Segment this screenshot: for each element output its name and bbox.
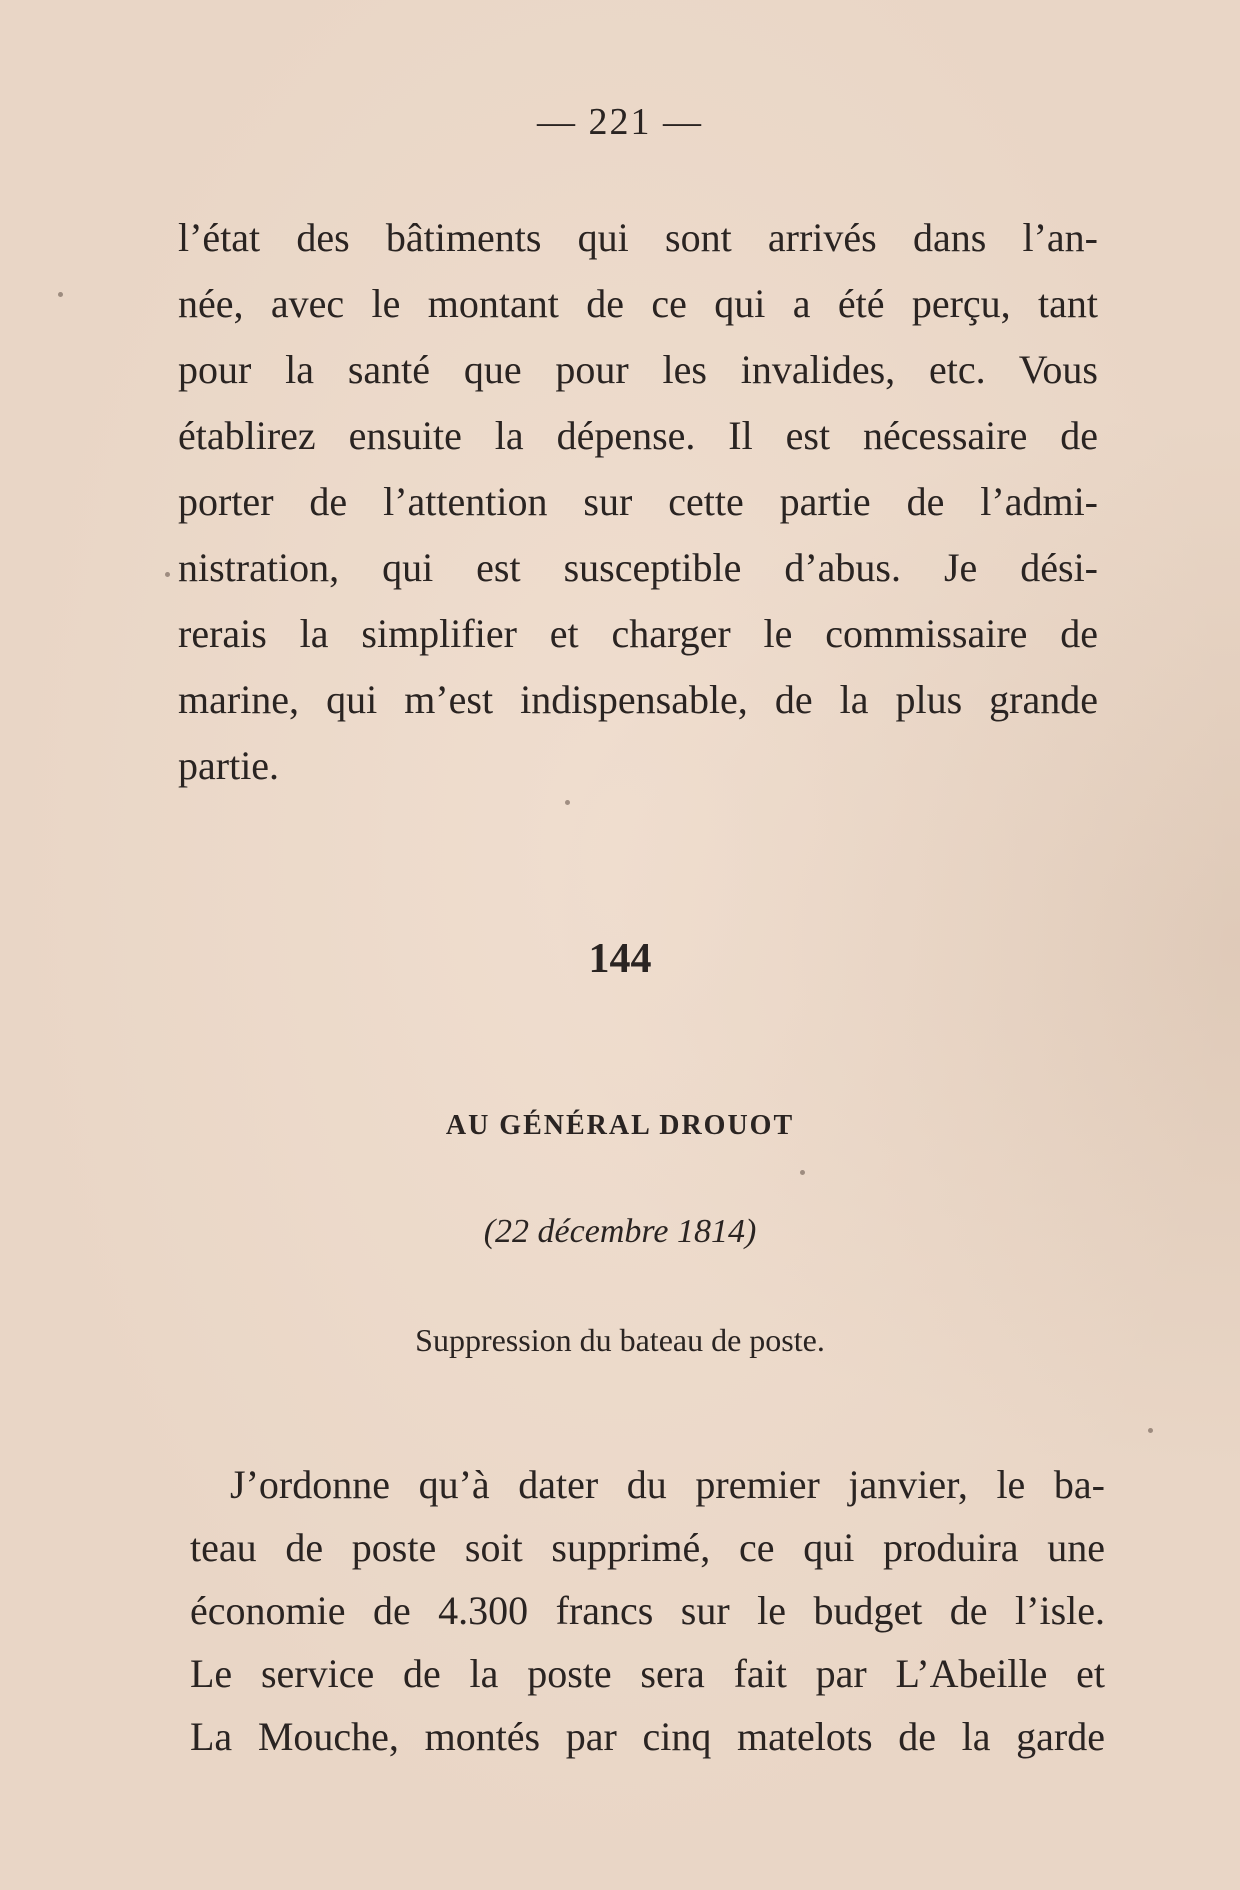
paper-speck xyxy=(165,572,170,577)
text-line: économie de 4.300 francs sur le budget de l’isle. xyxy=(190,1588,1105,1633)
text-line: née, avec le montant de ce qui a été perçu, tant xyxy=(178,281,1098,326)
letter-date: (22 décembre 1814) xyxy=(483,1213,757,1250)
text-line: J’ordonne qu’à dater du premier janvier, le ba- xyxy=(230,1462,1105,1507)
continuation-paragraph xyxy=(178,205,1098,799)
paper-speck xyxy=(58,292,63,297)
text-line: teau de poste soit supprimé, ce qui produira une xyxy=(190,1525,1105,1570)
paper-speck xyxy=(1148,1428,1153,1433)
text-line: porter de l’attention sur cette partie de l’admi- xyxy=(178,479,1098,524)
paper-speck xyxy=(565,800,570,805)
page-number: — 221 — xyxy=(537,101,703,143)
paper-speck xyxy=(800,1170,805,1175)
letter-subject: Suppression du bateau de poste. xyxy=(415,1322,825,1358)
text-line: pour la santé que pour les invalides, etc. Vous xyxy=(178,347,1098,392)
text-line: l’état des bâtiments qui sont arrivés dans l’an- xyxy=(178,215,1098,260)
text-line: établirez ensuite la dépense. Il est nécessaire de xyxy=(178,413,1098,458)
text-line: La Mouche, montés par cinq matelots de la garde xyxy=(190,1714,1105,1759)
letter-body xyxy=(190,1453,1105,1768)
text-line: nistration, qui est susceptible d’abus. Je dési- xyxy=(178,545,1098,590)
text-line: Le service de la poste sera fait par L’Abeille et xyxy=(190,1651,1105,1696)
text-line: rerais la simplifier et charger le commissaire de xyxy=(178,611,1098,656)
letter-number: 144 xyxy=(588,936,652,982)
text-line: partie. xyxy=(178,743,280,788)
text-line: marine, qui m’est indispensable, de la plus grande xyxy=(178,677,1098,722)
letter-recipient: AU GÉNÉRAL DROUOT xyxy=(445,1110,795,1141)
